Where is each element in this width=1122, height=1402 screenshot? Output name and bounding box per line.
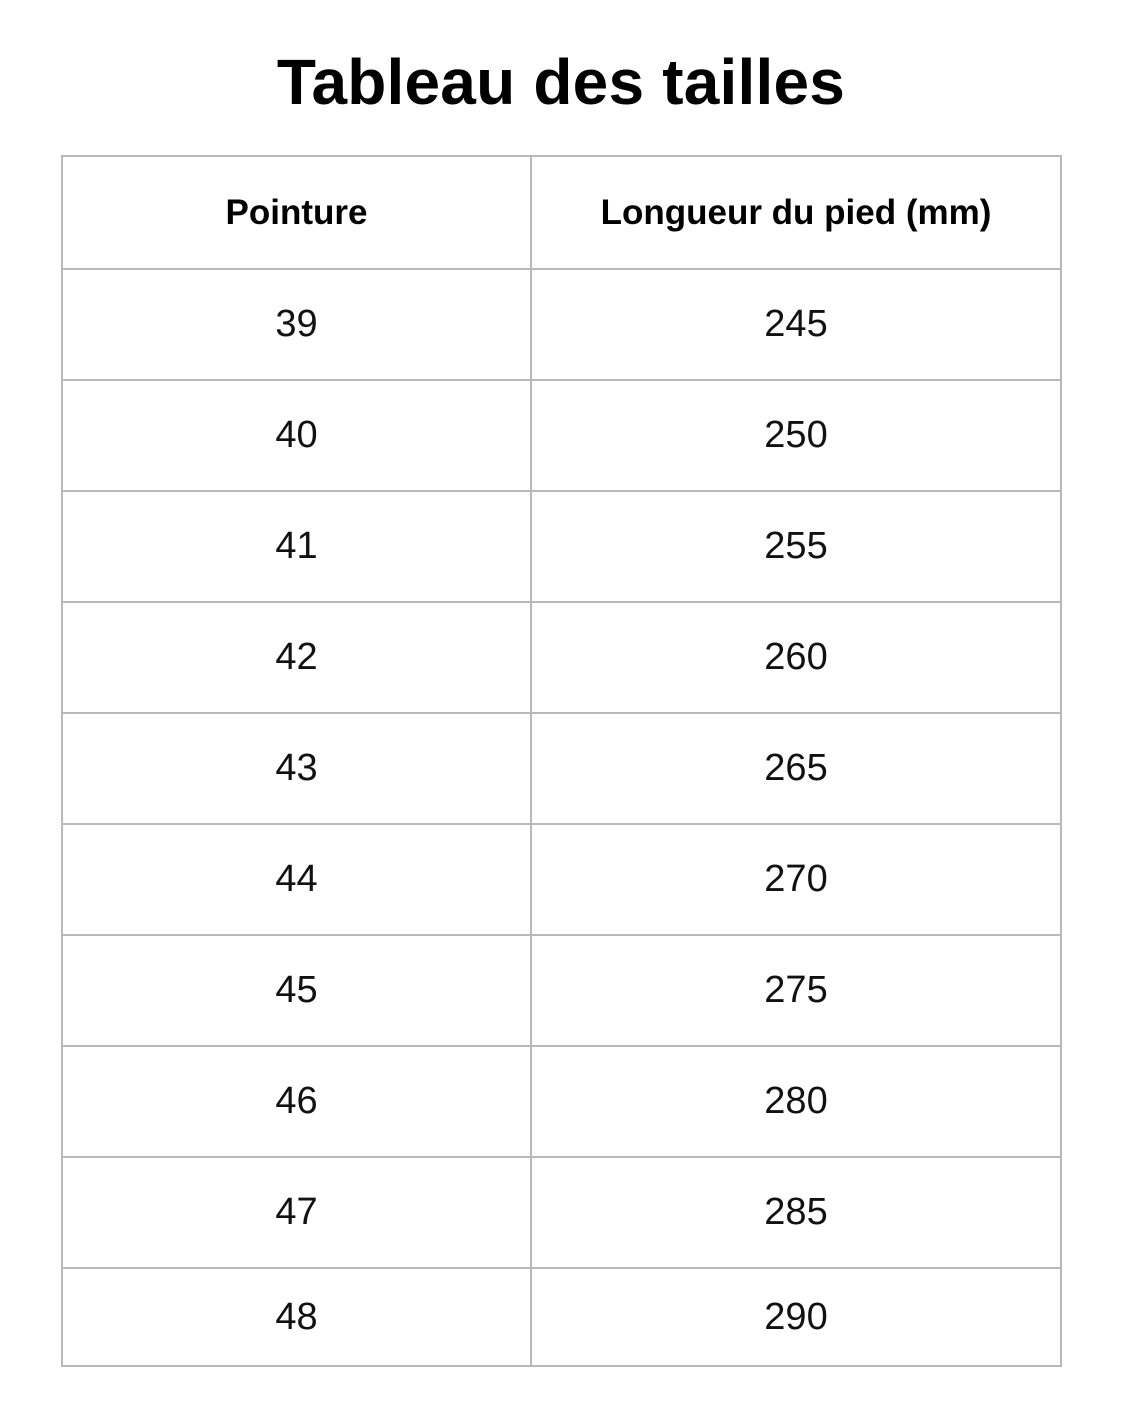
table-row (62, 602, 1061, 713)
header-shoe-size: Pointure (62, 156, 531, 269)
shoe-size-cell: 47 (62, 1157, 531, 1268)
table-row (62, 1268, 1061, 1366)
foot-length-cell: 260 (531, 602, 1061, 713)
shoe-size-cell: 44 (62, 824, 531, 935)
size-chart-table (61, 155, 1062, 1367)
foot-length-cell: 270 (531, 824, 1061, 935)
table-row (62, 824, 1061, 935)
table-row (62, 1157, 1061, 1268)
table-row (62, 380, 1061, 491)
foot-length-cell: 285 (531, 1157, 1061, 1268)
foot-length-cell: 250 (531, 380, 1061, 491)
foot-length-cell: 265 (531, 713, 1061, 824)
shoe-size-cell: 46 (62, 1046, 531, 1157)
foot-length-cell: 275 (531, 935, 1061, 1046)
foot-length-cell: 255 (531, 491, 1061, 602)
shoe-size-cell: 45 (62, 935, 531, 1046)
shoe-size-cell: 41 (62, 491, 531, 602)
shoe-size-cell: 39 (62, 269, 531, 380)
table-row (62, 713, 1061, 824)
foot-length-cell: 245 (531, 269, 1061, 380)
table-row (62, 491, 1061, 602)
foot-length-cell: 290 (531, 1268, 1061, 1366)
shoe-size-cell: 42 (62, 602, 531, 713)
shoe-size-cell: 48 (62, 1268, 531, 1366)
table-row (62, 935, 1061, 1046)
page-title: Tableau des tailles (276, 46, 846, 118)
table-header-row (62, 156, 1061, 269)
shoe-size-cell: 40 (62, 380, 531, 491)
shoe-size-cell: 43 (62, 713, 531, 824)
foot-length-cell: 280 (531, 1046, 1061, 1157)
table-row (62, 269, 1061, 380)
table-row (62, 1046, 1061, 1157)
header-foot-length: Longueur du pied (mm) (531, 156, 1061, 269)
